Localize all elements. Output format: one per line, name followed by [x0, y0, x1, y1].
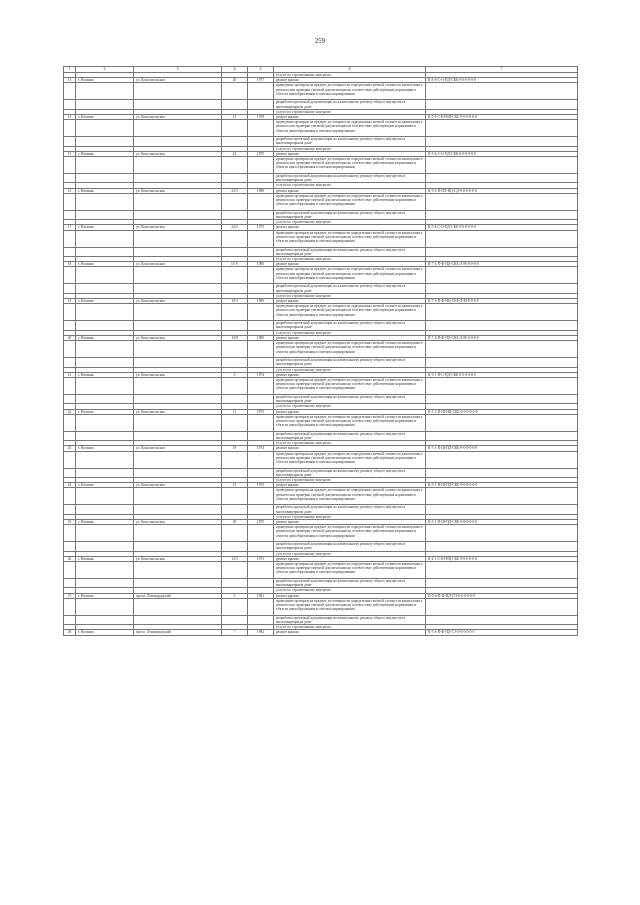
work-item: разработка проектной документации на капитальному ремонту общего имущества в многоквартирном доме [274, 505, 426, 514]
year-cell: 1983 [248, 299, 274, 304]
work-item: услуги по строительному контролю [274, 293, 426, 298]
table-row [64, 561, 578, 578]
house-cell: 11 [222, 409, 248, 414]
code-cell: К-5-1-П-Ш-НЦ-СКБ-0-0-0-0-0-0 [426, 409, 578, 414]
city-cell: г. Нальчик [76, 188, 134, 193]
table-row [64, 100, 578, 109]
house-cell: 20 [222, 78, 248, 83]
table-row [64, 488, 578, 505]
work-item: ремонт крыши [274, 519, 426, 524]
work-item: ремонт крыши [274, 151, 426, 156]
code-cell: К-5-1-П-С-ПД-СКБ-0-0-0-0-0-0 [426, 372, 578, 377]
work-item: услуги по строительному контролю [274, 514, 426, 519]
column-header: 3 [134, 67, 222, 73]
table-row [64, 431, 578, 440]
code-cell: П-5-4-П-Ф-ПД-СП-0-0-0-0-0-0 [426, 593, 578, 598]
row-number: 17 [64, 225, 76, 230]
work-item: услуги по строительному контролю [274, 73, 426, 78]
table-row [64, 193, 578, 210]
table-row [64, 284, 578, 293]
street-cell: ул. Комсомольская [134, 225, 222, 230]
table-row [64, 358, 578, 367]
street-cell: ул. Комсомольская [134, 335, 222, 340]
table-row [64, 394, 578, 403]
table-row [64, 321, 578, 330]
house-cell: 7 [222, 630, 248, 635]
table-row [64, 83, 578, 100]
work-item: разработка проектной документации на капитальному ремонту общего имущества в многоквартирном доме [274, 615, 426, 624]
year-cell: 1975 [248, 151, 274, 156]
table-row [64, 630, 578, 635]
row-number: 18 [64, 262, 76, 267]
house-cell: 10/3 [222, 299, 248, 304]
table-row [64, 174, 578, 183]
house-cell: 19 [222, 446, 248, 451]
work-item: услуги по строительному контролю [274, 183, 426, 188]
year-cell: 1985 [248, 262, 274, 267]
table-row [64, 505, 578, 514]
work-item: ремонт крыши [274, 630, 426, 635]
work-item: ремонт крыши [274, 372, 426, 377]
work-item: услуги по строительному контролю [274, 330, 426, 335]
city-cell: г. Нальчик [76, 299, 134, 304]
house-cell: 23 [222, 483, 248, 488]
city-cell: г. Нальчик [76, 630, 134, 635]
street-cell: ул. Комсомольская [134, 188, 222, 193]
city-cell: г. Нальчик [76, 151, 134, 156]
work-item: разработка проектной документации на капитальному ремонту общего имущества в многоквартирном доме [274, 174, 426, 183]
work-item: проведение проверки на предмет достоверности определения сметной стоимости капитального ремонта или проверки сметной документации на соответствие действующим нормативам в области ценообразования в сметном нормировании [274, 525, 426, 542]
work-item: ремонт крыши [274, 115, 426, 120]
work-item: разработка проектной документации на капитальному ремонту общего имущества в многоквартирном доме [274, 468, 426, 477]
table-row [64, 542, 578, 551]
code-cell: II-7-4-П-Ф-ПД-СКБ-Л-М-0-0-0-0 [426, 335, 578, 340]
work-item: услуги по строительному контролю [274, 404, 426, 409]
table-row [64, 247, 578, 256]
work-item: услуги по строительному контролю [274, 551, 426, 556]
row-number: 26 [64, 556, 76, 561]
code-cell: II-5-4-С-О-ПД-СКБ-0-0-0-0-0-0 [426, 151, 578, 156]
street-cell: ул. Комсомольская [134, 409, 222, 414]
row-number: 28 [64, 630, 76, 635]
table-row [64, 414, 578, 431]
work-item: проведение проверки на предмет достоверности определения сметной стоимости капитального ремонта или проверки сметной документации на соответствие действующим нормативам в области ценообразования в сметном нормировании [274, 598, 426, 615]
work-item: разработка проектной документации на капитальному ремонту общего имущества в многоквартирном доме [274, 321, 426, 330]
city-cell: г. Нальчик [76, 483, 134, 488]
code-cell: II-5-6-С-О-ПД-СКБ-0-0-0-0-0-0 [426, 78, 578, 83]
city-cell: г. Нальчик [76, 372, 134, 377]
table-row [64, 157, 578, 174]
row-number: 22 [64, 409, 76, 414]
work-item: услуги по строительному контролю [274, 146, 426, 151]
table-row [64, 210, 578, 219]
year-cell: 1974 [248, 372, 274, 377]
row-number: 15 [64, 151, 76, 156]
street-cell: ул. Комсомольская [134, 115, 222, 120]
work-item: разработка проектной документации на капитальному ремонту общего имущества в многоквартирном доме [274, 394, 426, 403]
year-cell: 1975 [248, 225, 274, 230]
work-item: проведение проверки на предмет достоверности определения сметной стоимости капитального ремонта или проверки сметной документации на соответствие действующим нормативам в области ценообразования в сметном нормировании [274, 120, 426, 137]
column-header: 7 [426, 67, 578, 73]
year-cell: 1988 [248, 188, 274, 193]
work-item: разработка проектной документации на капитальному ремонту общего имущества в многоквартирном доме [274, 284, 426, 293]
city-cell: г. Нальчик [76, 593, 134, 598]
work-item: ремонт крыши [274, 483, 426, 488]
code-cell: II-7-2-П-Ф-ПД-СКБ-Л-М-0-0-0-0 [426, 262, 578, 267]
work-item: проведение проверки на предмет достоверности определения сметной стоимости капитального ремонта или проверки сметной документации на соответствие действующим нормативам в области ценообразования в сметном нормировании [274, 341, 426, 358]
city-cell: г. Нальчик [76, 519, 134, 524]
city-cell: г. Нальчик [76, 446, 134, 451]
work-item: услуги по строительному контролю [274, 367, 426, 372]
row-number: 16 [64, 188, 76, 193]
work-item: проведение проверки на предмет достоверности определения сметной стоимости капитального ремонта или проверки сметной документации на соответствие действующим нормативам в области ценообразования в сметном нормировании [274, 230, 426, 247]
work-item: проведение проверки на предмет достоверности определения сметной стоимости капитального ремонта или проверки сметной документации на соответствие действующим нормативам в области ценообразования в сметном нормировании [274, 267, 426, 284]
year-cell: 1973 [248, 483, 274, 488]
column-header: 2 [76, 67, 134, 73]
work-item: ремонт крыши [274, 335, 426, 340]
table-row [64, 120, 578, 137]
table-row [64, 267, 578, 284]
street-cell: ул. Комсомольская [134, 262, 222, 267]
work-item: услуги по строительному контролю [274, 441, 426, 446]
work-item: проведение проверки на предмет достоверности определения сметной стоимости капитального ремонта или проверки сметной документации на соответствие действующим нормативам в области ценообразования в сметном нормировании [274, 414, 426, 431]
house-cell: 3 [222, 593, 248, 598]
house-cell: 29 [222, 519, 248, 524]
city-cell: г. Нальчик [76, 78, 134, 83]
code-cell: К-5-1-П-Ш-ПД-СКБ-0-0-0-0-0-0 [426, 483, 578, 488]
work-item: ремонт крыши [274, 409, 426, 414]
row-number: 27 [64, 593, 76, 598]
street-cell: ул. Комсомольская [134, 151, 222, 156]
year-cell: 1973 [248, 556, 274, 561]
column-header: 6 [274, 67, 426, 73]
code-cell: II-7-3-П-Ф-НЦ-СКБ-Л-М-0-0-0-0 [426, 299, 578, 304]
work-item: ремонт крыши [274, 299, 426, 304]
house-cell: 21 [222, 115, 248, 120]
column-header: 5 [248, 67, 274, 73]
work-item: разработка проектной документации на капитальному ремонту общего имущества в многоквартирном доме [274, 247, 426, 256]
work-item: разработка проектной документации на капитальному ремонту общего имущества в многоквартирном доме [274, 358, 426, 367]
street-cell: ул. Комсомольская [134, 446, 222, 451]
year-cell: 1985 [248, 335, 274, 340]
city-cell: г. Нальчик [76, 262, 134, 267]
street-cell: просп. Ленинградский [134, 630, 222, 635]
street-cell: ул. Комсомольская [134, 299, 222, 304]
register-table [63, 66, 578, 636]
work-item: ремонт крыши [274, 262, 426, 267]
work-item: проведение проверки на предмет достоверности определения сметной стоимости капитального ремонта или проверки сметной документации на соответствие действующим нормативам в области ценообразования в сметном нормировании [274, 157, 426, 174]
work-item: услуги по строительному контролю [274, 477, 426, 482]
street-cell: ул. Комсомольская [134, 78, 222, 83]
work-item: ремонт крыши [274, 225, 426, 230]
house-cell: 22 [222, 151, 248, 156]
year-cell: 1982 [248, 630, 274, 635]
work-item: разработка проектной документации на капитальному ремонту общего имущества в многоквартирном доме [274, 578, 426, 587]
house-cell: 9 [222, 372, 248, 377]
year-cell: 1974 [248, 446, 274, 451]
work-item: ремонт крыши [274, 188, 426, 193]
work-item: проведение проверки на предмет достоверности определения сметной стоимости капитального ремонта или проверки сметной документации на соответствие действующим нормативам в области ценообразования в сметном нормировании [274, 304, 426, 321]
work-item: проведение проверки на предмет достоверности определения сметной стоимости капитального ремонта или проверки сметной документации на соответствие действующим нормативам в области ценообразования в сметном нормировании [274, 451, 426, 468]
row-number: 19 [64, 299, 76, 304]
row-number: 25 [64, 519, 76, 524]
column-header: 4 [222, 67, 248, 73]
code-cell: К-5-1-П-Ш-ПД-СКБ-0-0-0-0-0-0 [426, 519, 578, 524]
code-cell: К-5-2-П-ПЛ-НЦ-СД-0-0-0-0-0-0 [426, 188, 578, 193]
code-cell: К-5-1-П-Ш-ПД-СКБ-0-0-0-0-0-0 [426, 446, 578, 451]
row-number: 14 [64, 115, 76, 120]
work-item: проведение проверки на предмет достоверности определения сметной стоимости капитального ремонта или проверки сметной документации на соответствие действующим нормативам в области ценообразования в сметном нормировании [274, 83, 426, 100]
table-row [64, 137, 578, 146]
year-cell: 1975 [248, 409, 274, 414]
work-item: ремонт крыши [274, 78, 426, 83]
house-cell: 12/3 [222, 556, 248, 561]
table-row [64, 525, 578, 542]
code-cell: II-5-4-П-Ф-ПД-СЭ-0-0-0-0-0-0 [426, 630, 578, 635]
city-cell: г. Нальчик [76, 335, 134, 340]
code-cell: К-4-1-С-Ш-НЦ-СКБ-0-0-0-0-0-0 [426, 556, 578, 561]
work-item: проведение проверки на предмет достоверности определения сметной стоимости капитального ремонта или проверки сметной документации на соответствие действующим нормативам в области ценообразования в сметном нормировании [274, 193, 426, 210]
table-row [64, 578, 578, 587]
work-item: проведение проверки на предмет достоверности определения сметной стоимости капитального ремонта или проверки сметной документации на соответствие действующим нормативам в области ценообразования в сметном нормировании [274, 561, 426, 578]
code-cell: II-5-4-С-О-ПД-СКБ-0-0-0-0-0-0 [426, 225, 578, 230]
year-cell: 1978 [248, 115, 274, 120]
house-cell: 22/2 [222, 225, 248, 230]
work-item: разработка проектной документации на капитальному ремонту общего имущества в многоквартирном доме [274, 137, 426, 146]
work-item: разработка проектной документации на капитальному ремонту общего имущества в многоквартирном доме [274, 542, 426, 551]
city-cell: г. Нальчик [76, 556, 134, 561]
work-item: ремонт крыши [274, 556, 426, 561]
table-row [64, 377, 578, 394]
table-row [64, 304, 578, 321]
house-cell: 22/3 [222, 188, 248, 193]
work-item: проведение проверки на предмет достоверности определения сметной стоимости капитального ремонта или проверки сметной документации на соответствие действующим нормативам в области ценообразования в сметном нормировании [274, 377, 426, 394]
work-item: услуги по строительному контролю [274, 109, 426, 114]
street-cell: ул. Комсомольская [134, 483, 222, 488]
row-number: 13 [64, 78, 76, 83]
year-cell: 1981 [248, 593, 274, 598]
street-cell: ул. Комсомольская [134, 519, 222, 524]
work-item: услуги по строительному контролю [274, 625, 426, 630]
row-number: 24 [64, 483, 76, 488]
column-header: 1 [64, 67, 76, 73]
row-number: 23 [64, 446, 76, 451]
code-cell: II-5-4-С-Ш-НЦ-СКБ-0-0-0-0-0-0 [426, 115, 578, 120]
work-item: разработка проектной документации на капитальному ремонту общего имущества в многоквартирном доме [274, 210, 426, 219]
street-cell: ул. Комсомольская [134, 556, 222, 561]
year-cell: 1977 [248, 78, 274, 83]
work-item: разработка проектной документации на капитальному ремонту общего имущества в многоквартирном доме [274, 431, 426, 440]
street-cell: ул. Комсомольская [134, 372, 222, 377]
work-item: ремонт крыши [274, 446, 426, 451]
street-cell: просп. Ленинградский [134, 593, 222, 598]
table-row [64, 598, 578, 615]
work-item: проведение проверки на предмет достоверности определения сметной стоимости капитального ремонта или проверки сметной документации на соответствие действующим нормативам в области ценообразования в сметном нормировании [274, 488, 426, 505]
table-row [64, 451, 578, 468]
work-item: ремонт крыши [274, 593, 426, 598]
table-row [64, 341, 578, 358]
city-cell: г. Нальчик [76, 409, 134, 414]
row-number: 20 [64, 335, 76, 340]
city-cell: г. Нальчик [76, 225, 134, 230]
house-cell: 10 А [222, 262, 248, 267]
work-item: услуги по строительному контролю [274, 257, 426, 262]
page-number: 259 [314, 37, 326, 45]
work-item: разработка проектной документации на капитальному ремонту общего имущества в многоквартирном доме [274, 100, 426, 109]
year-cell: 1975 [248, 519, 274, 524]
table-row [64, 230, 578, 247]
work-item: услуги по строительному контролю [274, 220, 426, 225]
work-item: услуги по строительному контролю [274, 588, 426, 593]
city-cell: г. Нальчик [76, 115, 134, 120]
house-cell: 10/8 [222, 335, 248, 340]
table-row [64, 468, 578, 477]
row-number: 21 [64, 372, 76, 377]
table-row [64, 615, 578, 624]
